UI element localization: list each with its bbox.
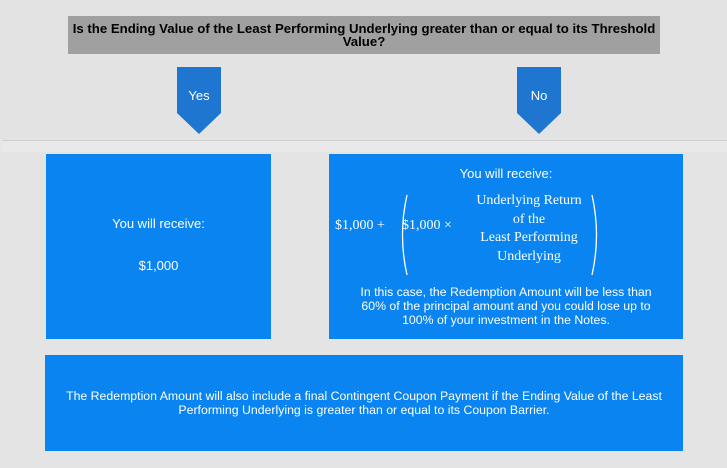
yes-label: Yes [188,88,210,103]
no-outcome-box [329,154,683,339]
question-text: Is the Ending Value of the Least Performing Underlying greater than or equal to its Threshold Value? [72,21,656,49]
fraction-line-4: Underlying [497,248,561,264]
coupon-note-box [45,355,683,451]
yes-heading: You will receive: [112,216,205,231]
fraction-line-3: Least Performing [480,230,578,245]
yes-amount: $1,000 [138,258,179,273]
no-heading: You will receive: [459,166,553,181]
fraction-line-1: Underlying Return [476,193,582,208]
no-label: No [530,88,548,103]
no-arrow [517,67,561,135]
yes-outcome-box [46,154,271,339]
left-paren [397,194,409,276]
coupon-note-text: The Redemption Amount will also include a final Contingent Coupon Payment if the Ending Value of the Least Performing Underlying is greater than or equal to its Coupon Barrier. [66,389,662,417]
yes-arrow [177,67,221,135]
formula-prefix: $1,000 + [335,218,385,233]
fraction-line-2: of the [512,211,546,227]
formula-inner: $1,000 × [402,218,452,233]
question-box [68,16,660,54]
no-note: In this case, the Redemption Amount will be less than 60% of the principal amount and you could lose up to 100% of your investment in the Notes. [360,285,652,327]
fraction [459,192,599,266]
